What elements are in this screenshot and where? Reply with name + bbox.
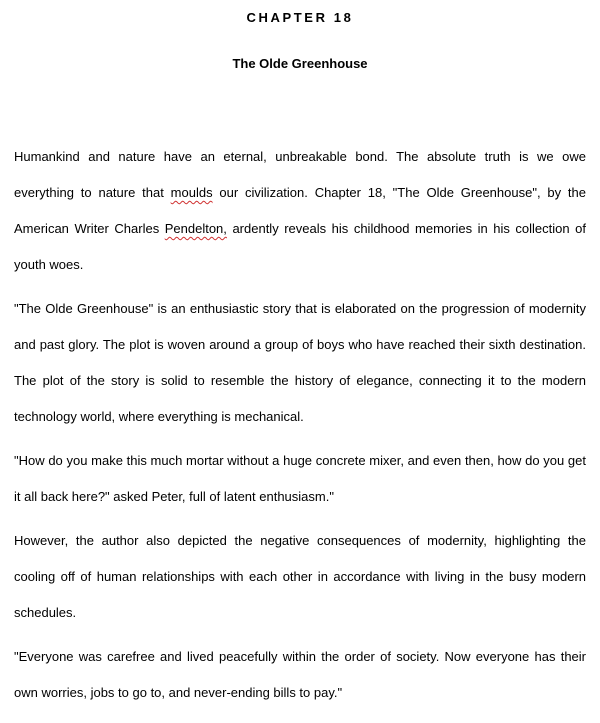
- paragraph-text: "Everyone was carefree and lived peacefully within the order of society. Now everyone has their own worries, jobs to go to, and never-ending bills to pay.": [14, 649, 586, 700]
- paragraph-text: "How do you make this much mortar without a huge concrete mixer, and even then, how do you get it all back here?" asked Peter, full of latent enthusiasm.": [14, 453, 586, 504]
- body-text: [14, 139, 586, 719]
- paragraph-text: ardently reveals his childhood memories in his collection of youth woes.: [14, 221, 586, 272]
- spellcheck-flagged-word[interactable]: Pendelton,: [164, 221, 227, 236]
- paragraph-quote-society: [14, 639, 586, 711]
- chapter-title: The Olde Greenhouse: [232, 56, 368, 71]
- chapter-heading: CHAPTER 18: [246, 10, 354, 25]
- paragraph-story-summary: [14, 291, 586, 435]
- paragraph-text: our civilization. Chapter 18, "The Olde Greenhouse", by the American Writer Charles: [14, 185, 586, 236]
- paragraph-quote-peter: [14, 443, 586, 515]
- paragraph-text: However, the author also depicted the negative consequences of modernity, highlighting the cooling off of human relationships with each other in accordance with living in the busy modern schedules.: [14, 533, 586, 620]
- paragraph-text: "The Olde Greenhouse" is an enthusiastic story that is elaborated on the progression of modernity and past glory. The plot is woven around a group of boys who have reached their sixth destination. The plot of the story is solid to resemble the history of elegance, connecting it to the modern technology world, where everything is mechanical.: [14, 301, 586, 424]
- paragraph-intro: [14, 139, 586, 283]
- paragraph-consequences: [14, 523, 586, 631]
- spellcheck-flagged-word[interactable]: moulds: [170, 185, 213, 200]
- paragraph-text: Humankind and nature have an eternal, unbreakable bond. The absolute truth is we owe everything to nature that: [14, 149, 586, 200]
